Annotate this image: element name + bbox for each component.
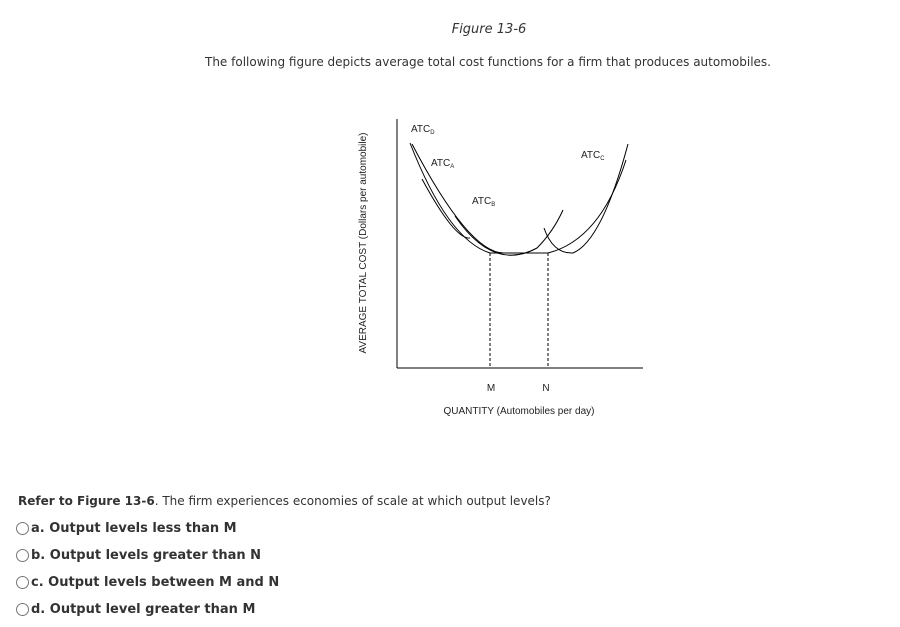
choice-b[interactable] bbox=[16, 542, 279, 569]
choice-a[interactable] bbox=[16, 515, 279, 542]
question-text bbox=[18, 494, 551, 508]
choice-d-text: Output level greater than M bbox=[45, 602, 256, 617]
choice-c-text: Output levels between M and N bbox=[43, 575, 280, 590]
y-axis-label: AVERAGE TOTAL COST (Dollars per automobile) bbox=[358, 132, 369, 354]
figure-title: Figure 13-6 bbox=[451, 22, 527, 37]
figure-description: The following figure depicts average total cost functions for a firm that produces automobiles. bbox=[205, 55, 771, 69]
label-atc-d: $ATC_D$ bbox=[411, 124, 435, 136]
figure-reference: Refer to Figure 13-6 bbox=[18, 494, 155, 508]
radio-d[interactable] bbox=[16, 603, 29, 616]
answer-choices bbox=[16, 515, 279, 623]
label-atc-b: $ATC_B$ bbox=[472, 196, 496, 208]
choice-c[interactable] bbox=[16, 569, 279, 596]
radio-c[interactable] bbox=[16, 576, 29, 589]
choice-b-text: Output levels greater than N bbox=[45, 548, 262, 563]
tick-label-n: N bbox=[542, 383, 550, 394]
question-body: . The firm experiences economies of scale at which output levels? bbox=[154, 494, 551, 508]
choice-c-letter: c. bbox=[31, 575, 44, 590]
x-axis-label: QUANTITY (Automobiles per day) bbox=[443, 406, 595, 417]
curve-atc-a bbox=[422, 179, 470, 238]
choice-d-letter: d. bbox=[31, 602, 46, 617]
choice-b-letter: b. bbox=[31, 548, 46, 563]
radio-b[interactable] bbox=[16, 549, 29, 562]
curve-atc-b bbox=[455, 210, 563, 255]
choice-d[interactable] bbox=[16, 596, 279, 623]
radio-a[interactable] bbox=[16, 522, 29, 535]
label-atc-a: $ATC_A$ bbox=[431, 158, 455, 170]
choice-a-letter: a. bbox=[31, 521, 45, 536]
tick-label-m: M bbox=[486, 383, 496, 394]
choice-a-text: Output levels less than M bbox=[44, 521, 237, 536]
label-atc-c: $ATC_C$ bbox=[581, 150, 605, 162]
